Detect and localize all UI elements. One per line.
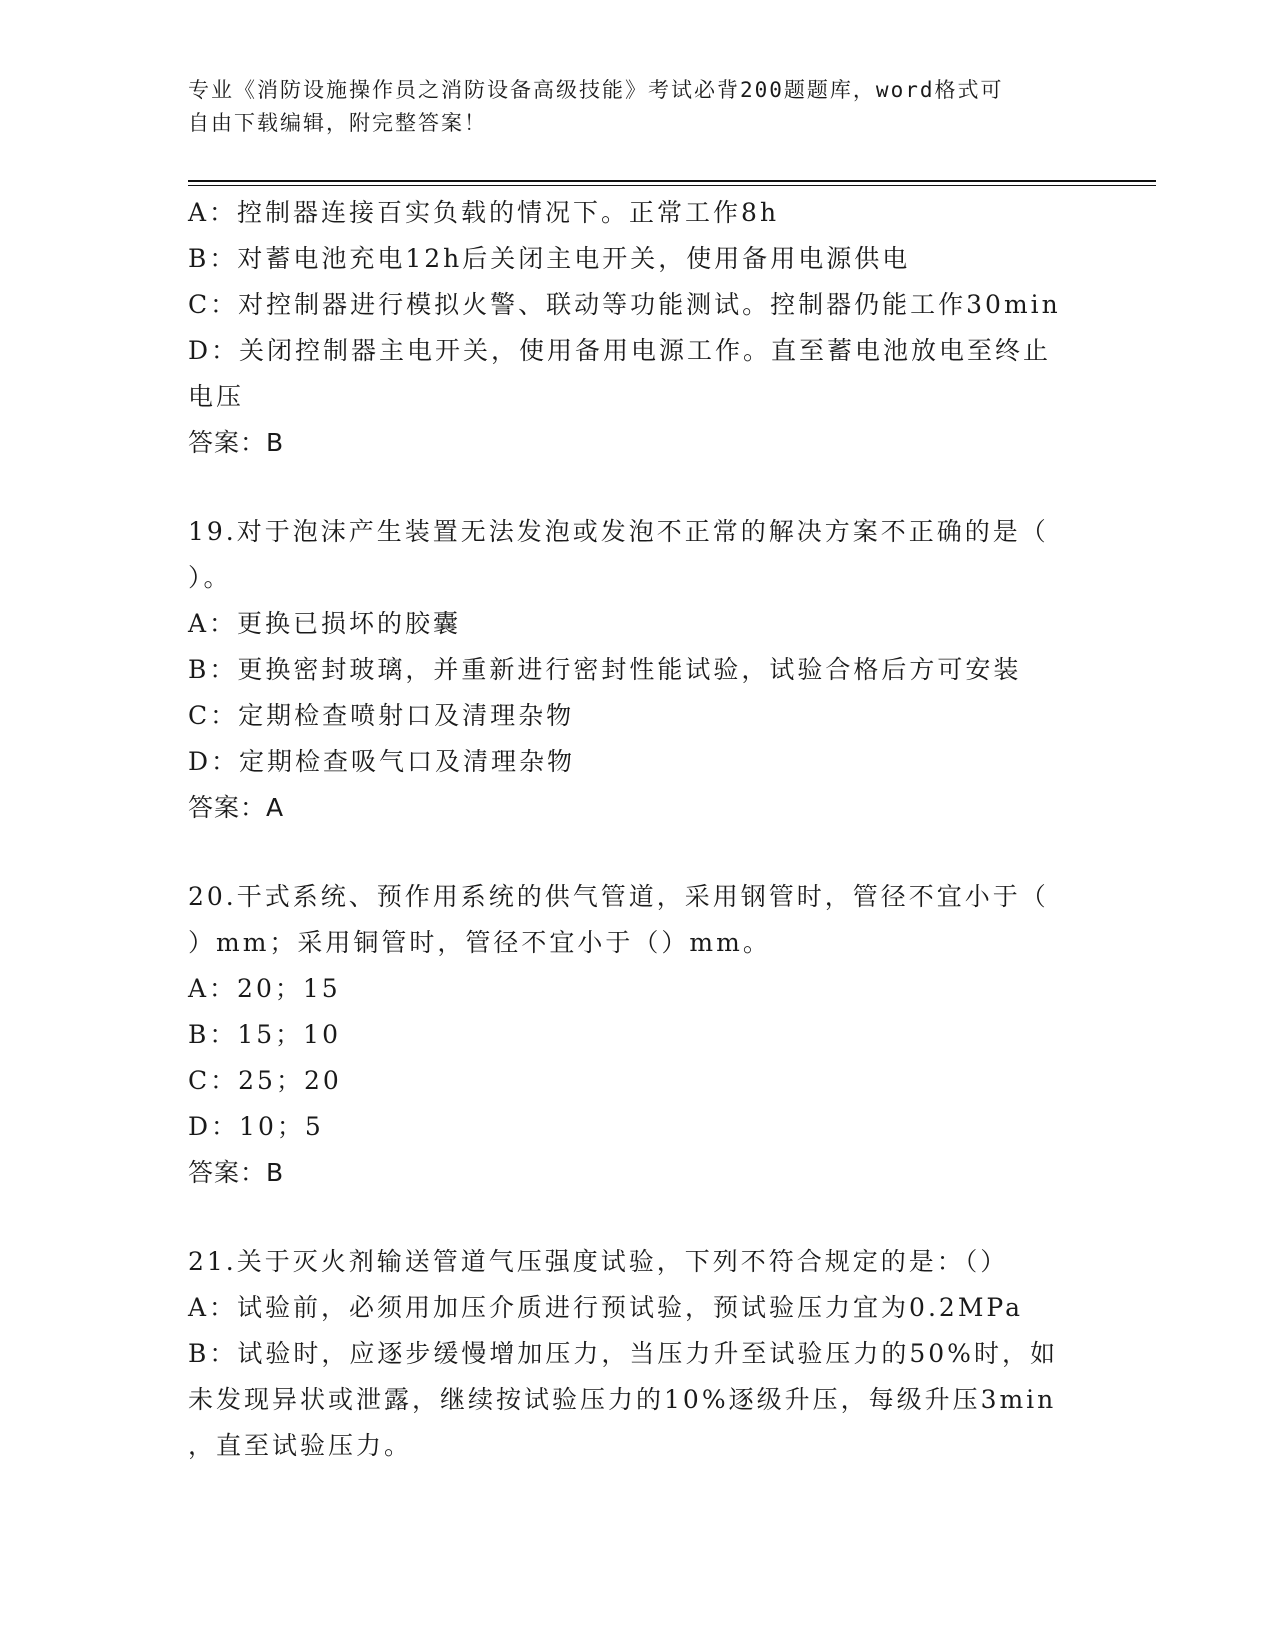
option-d: D：10；5 (188, 1112, 324, 1141)
question-block-18 (188, 190, 1078, 466)
question-text: 21.关于灭火剂输送管道气压强度试验，下列不符合规定的是：（） (188, 1247, 1009, 1276)
option-a: A：更换已损坏的胶囊 (188, 609, 462, 638)
answer-text: 答案：A (188, 793, 285, 822)
header-line-2: 自由下载编辑，附完整答案！ (188, 111, 487, 135)
option-b: B：15；10 (188, 1020, 341, 1049)
question-text-continued: ）mm；采用铜管时，管径不宜小于（）mm。 (188, 928, 771, 957)
option-a: A：试验前，必须用加压介质进行预试验，预试验压力宜为0.2MPa (188, 1293, 1024, 1322)
option-d: D：定期检查吸气口及清理杂物 (188, 747, 576, 776)
question-text: 19.对于泡沫产生装置无法发泡或发泡不正常的解决方案不正确的是（ (188, 517, 1049, 546)
header-line-1: 专业《消防设施操作员之消防设备高级技能》考试必背200题题库，word格式可 (188, 78, 1004, 102)
option-d-continued: 电压 (188, 382, 245, 411)
option-d: D：关闭控制器主电开关，使用备用电源工作。直至蓄电池放电至终止 (188, 336, 1052, 365)
header-divider-thin (188, 185, 1156, 186)
option-b-continued: 未发现异状或泄露，继续按试验压力的10%逐级升压，每级升压3min (188, 1385, 1057, 1414)
header-divider-thick (188, 180, 1156, 182)
option-b: B：对蓄电池充电12h后关闭主电开关，使用备用电源供电 (188, 244, 911, 273)
option-a: A：20；15 (188, 974, 341, 1003)
option-b: B：更换密封玻璃，并重新进行密封性能试验，试验合格后方可安装 (188, 655, 1022, 684)
option-c: C：定期检查喷射口及清理杂物 (188, 701, 575, 730)
page-header (188, 74, 1068, 140)
option-a: A：控制器连接百实负载的情况下。正常工作8h (188, 198, 780, 227)
answer-text: 答案：B (188, 428, 285, 457)
option-b: B：试验时，应逐步缓慢增加压力，当压力升至试验压力的50%时，如 (188, 1339, 1058, 1368)
question-text: 20.干式系统、预作用系统的供气管道，采用钢管时，管径不宜小于（ (188, 882, 1049, 911)
question-list (188, 190, 1078, 1469)
answer-text: 答案：B (188, 1158, 285, 1187)
option-c: C：对控制器进行模拟火警、联动等功能测试。控制器仍能工作30min (188, 290, 1061, 319)
question-text-continued: ）。 (188, 563, 232, 592)
question-block-21 (188, 1239, 1078, 1469)
option-c: C：25；20 (188, 1066, 342, 1095)
question-block-20 (188, 874, 1078, 1196)
question-block-19 (188, 509, 1078, 831)
option-b-continued-2: ，直至试验压力。 (188, 1431, 413, 1460)
